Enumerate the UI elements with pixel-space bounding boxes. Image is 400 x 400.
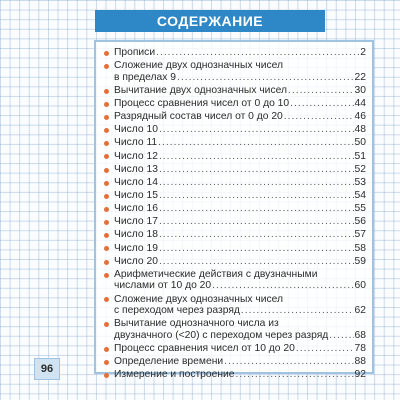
toc-item-line (114, 356, 366, 368)
toc-item-page: 59 (354, 255, 366, 267)
toc-item-page: 56 (354, 216, 366, 228)
toc-item-title: Число 16 (114, 203, 158, 215)
toc-item-title: Число 12 (114, 150, 158, 162)
toc-item (104, 243, 366, 255)
toc-item-page: 51 (354, 150, 366, 162)
dot-leader (224, 356, 353, 368)
toc-item-line (114, 137, 366, 149)
toc-item-title: Число 15 (114, 190, 158, 201)
toc-item-line (114, 164, 366, 176)
toc-item-page: 68 (354, 329, 366, 341)
toc-item-line (114, 60, 366, 72)
toc-item-title: Сложение двух однозначных чисел (114, 293, 284, 305)
dot-leader (296, 343, 354, 355)
toc-item-title: в пределах 9 (114, 71, 176, 83)
toc-item-page: 58 (354, 242, 366, 254)
toc-item (104, 294, 366, 317)
toc-item-title: Число 17 (114, 216, 158, 228)
toc-item-page: 60 (354, 280, 366, 292)
toc-item-page: 44 (354, 98, 366, 110)
toc-item-title: Вычитание двух однозначных чисел (114, 84, 287, 96)
toc-list (104, 47, 366, 382)
dot-leader (159, 229, 354, 241)
dot-leader (241, 305, 354, 317)
toc-item (104, 356, 366, 368)
dot-leader (159, 243, 354, 255)
dot-leader (159, 203, 354, 215)
page-title-text: СОДЕРЖАНИЕ (156, 13, 264, 29)
toc-item-page: 50 (354, 137, 366, 149)
toc-item-line (114, 190, 366, 202)
toc-item-title: Процесс сравнения чисел от 0 до 10 (114, 98, 290, 110)
toc-item-page: 46 (354, 111, 366, 123)
dot-leader (159, 164, 354, 176)
toc-item-title: с переходом через разряд (114, 305, 240, 317)
toc-item (104, 229, 366, 241)
toc-item-page: 2 (360, 47, 366, 58)
toc-item (104, 60, 366, 83)
toc-item (104, 269, 366, 292)
toc-item-line (114, 280, 366, 292)
toc-item (104, 177, 366, 189)
dot-leader (236, 369, 354, 381)
toc-item-page: 54 (354, 190, 366, 201)
toc-item (104, 151, 366, 163)
toc-item-page: 30 (354, 84, 366, 96)
dot-leader (177, 72, 354, 84)
dot-leader (159, 151, 354, 163)
toc-item-title: Число 14 (114, 176, 158, 188)
dot-leader (290, 98, 353, 110)
toc-item (104, 318, 366, 341)
dot-leader (212, 280, 353, 292)
toc-item-line (114, 72, 366, 84)
toc-item-line (114, 369, 366, 381)
dot-leader (156, 47, 359, 59)
toc-item-line (114, 177, 366, 189)
toc-item (104, 216, 366, 228)
toc-item-title: Вычитание однозначного числа из (114, 318, 279, 330)
toc-item (104, 85, 366, 97)
toc-item-title: Число 11 (114, 137, 158, 149)
dot-leader (159, 177, 354, 189)
toc-item (104, 124, 366, 136)
dot-leader (284, 111, 354, 123)
page-number-tab (34, 358, 60, 380)
toc-item (104, 98, 366, 110)
toc-item (104, 164, 366, 176)
toc-item (104, 47, 366, 59)
dot-leader (159, 124, 354, 136)
toc-item (104, 111, 366, 123)
dot-leader (159, 216, 354, 228)
toc-item-line (114, 98, 366, 110)
toc-item-title: Число 18 (114, 229, 158, 241)
toc-item (104, 203, 366, 215)
toc-item (104, 190, 366, 202)
toc-item-title: Число 13 (114, 163, 158, 175)
toc-item-line (114, 343, 366, 355)
toc-item-line (114, 294, 366, 306)
toc-item-line (114, 47, 366, 59)
toc-item (104, 256, 366, 268)
toc-item-title: Процесс сравнения чисел от 10 до 20 (114, 343, 295, 355)
toc-item-title: Прописи (114, 47, 156, 58)
toc-item-page: 62 (354, 305, 366, 317)
toc-item-line (114, 318, 366, 330)
toc-item-line (114, 269, 366, 281)
toc-item-line (114, 243, 366, 255)
toc-item (104, 343, 366, 355)
toc-item-title: числами от 10 до 20 (114, 280, 212, 292)
toc-item-line (114, 216, 366, 228)
toc-item-line (114, 151, 366, 163)
dot-leader (329, 330, 353, 342)
toc-item-line (114, 256, 366, 268)
dot-leader (158, 137, 353, 149)
toc-item-title: Разрядный состав чисел от 0 до 20 (114, 111, 283, 123)
toc-item-line (114, 229, 366, 241)
page-title (95, 10, 325, 32)
toc-item-page: 48 (354, 124, 366, 136)
toc-item-page: 52 (354, 163, 366, 175)
toc-item-title: Число 10 (114, 124, 158, 136)
toc-item-title: Определение времени (114, 356, 224, 368)
toc-item-page: 88 (354, 356, 366, 368)
page-number: 96 (40, 363, 54, 375)
toc-item-title: Число 20 (114, 255, 158, 267)
toc-item-title: двузначного (<20) с переходом через разряд (114, 329, 329, 341)
toc-item (104, 137, 366, 149)
toc-item-line (114, 85, 366, 97)
toc-item-page: 55 (354, 203, 366, 215)
toc-item-page: 22 (354, 71, 366, 83)
toc-item-title: Измерение и построение (114, 369, 235, 381)
toc-item-line (114, 305, 366, 317)
toc-item (104, 369, 366, 381)
toc-item-line (114, 330, 366, 342)
toc-item-title: Арифметические действия с двузначными (114, 268, 318, 280)
toc-item-page: 53 (354, 176, 366, 188)
toc-item-line (114, 124, 366, 136)
toc-item-page: 78 (354, 343, 366, 355)
toc-item-page: 57 (354, 229, 366, 241)
dot-leader (288, 85, 354, 97)
dot-leader (159, 256, 354, 268)
toc-item-line (114, 203, 366, 215)
dot-leader (159, 190, 354, 202)
toc-item-title: Сложение двух однозначных чисел (114, 60, 284, 72)
toc-item-title: Число 19 (114, 242, 158, 254)
toc-item-line (114, 111, 366, 123)
toc-item-page: 92 (354, 369, 366, 381)
